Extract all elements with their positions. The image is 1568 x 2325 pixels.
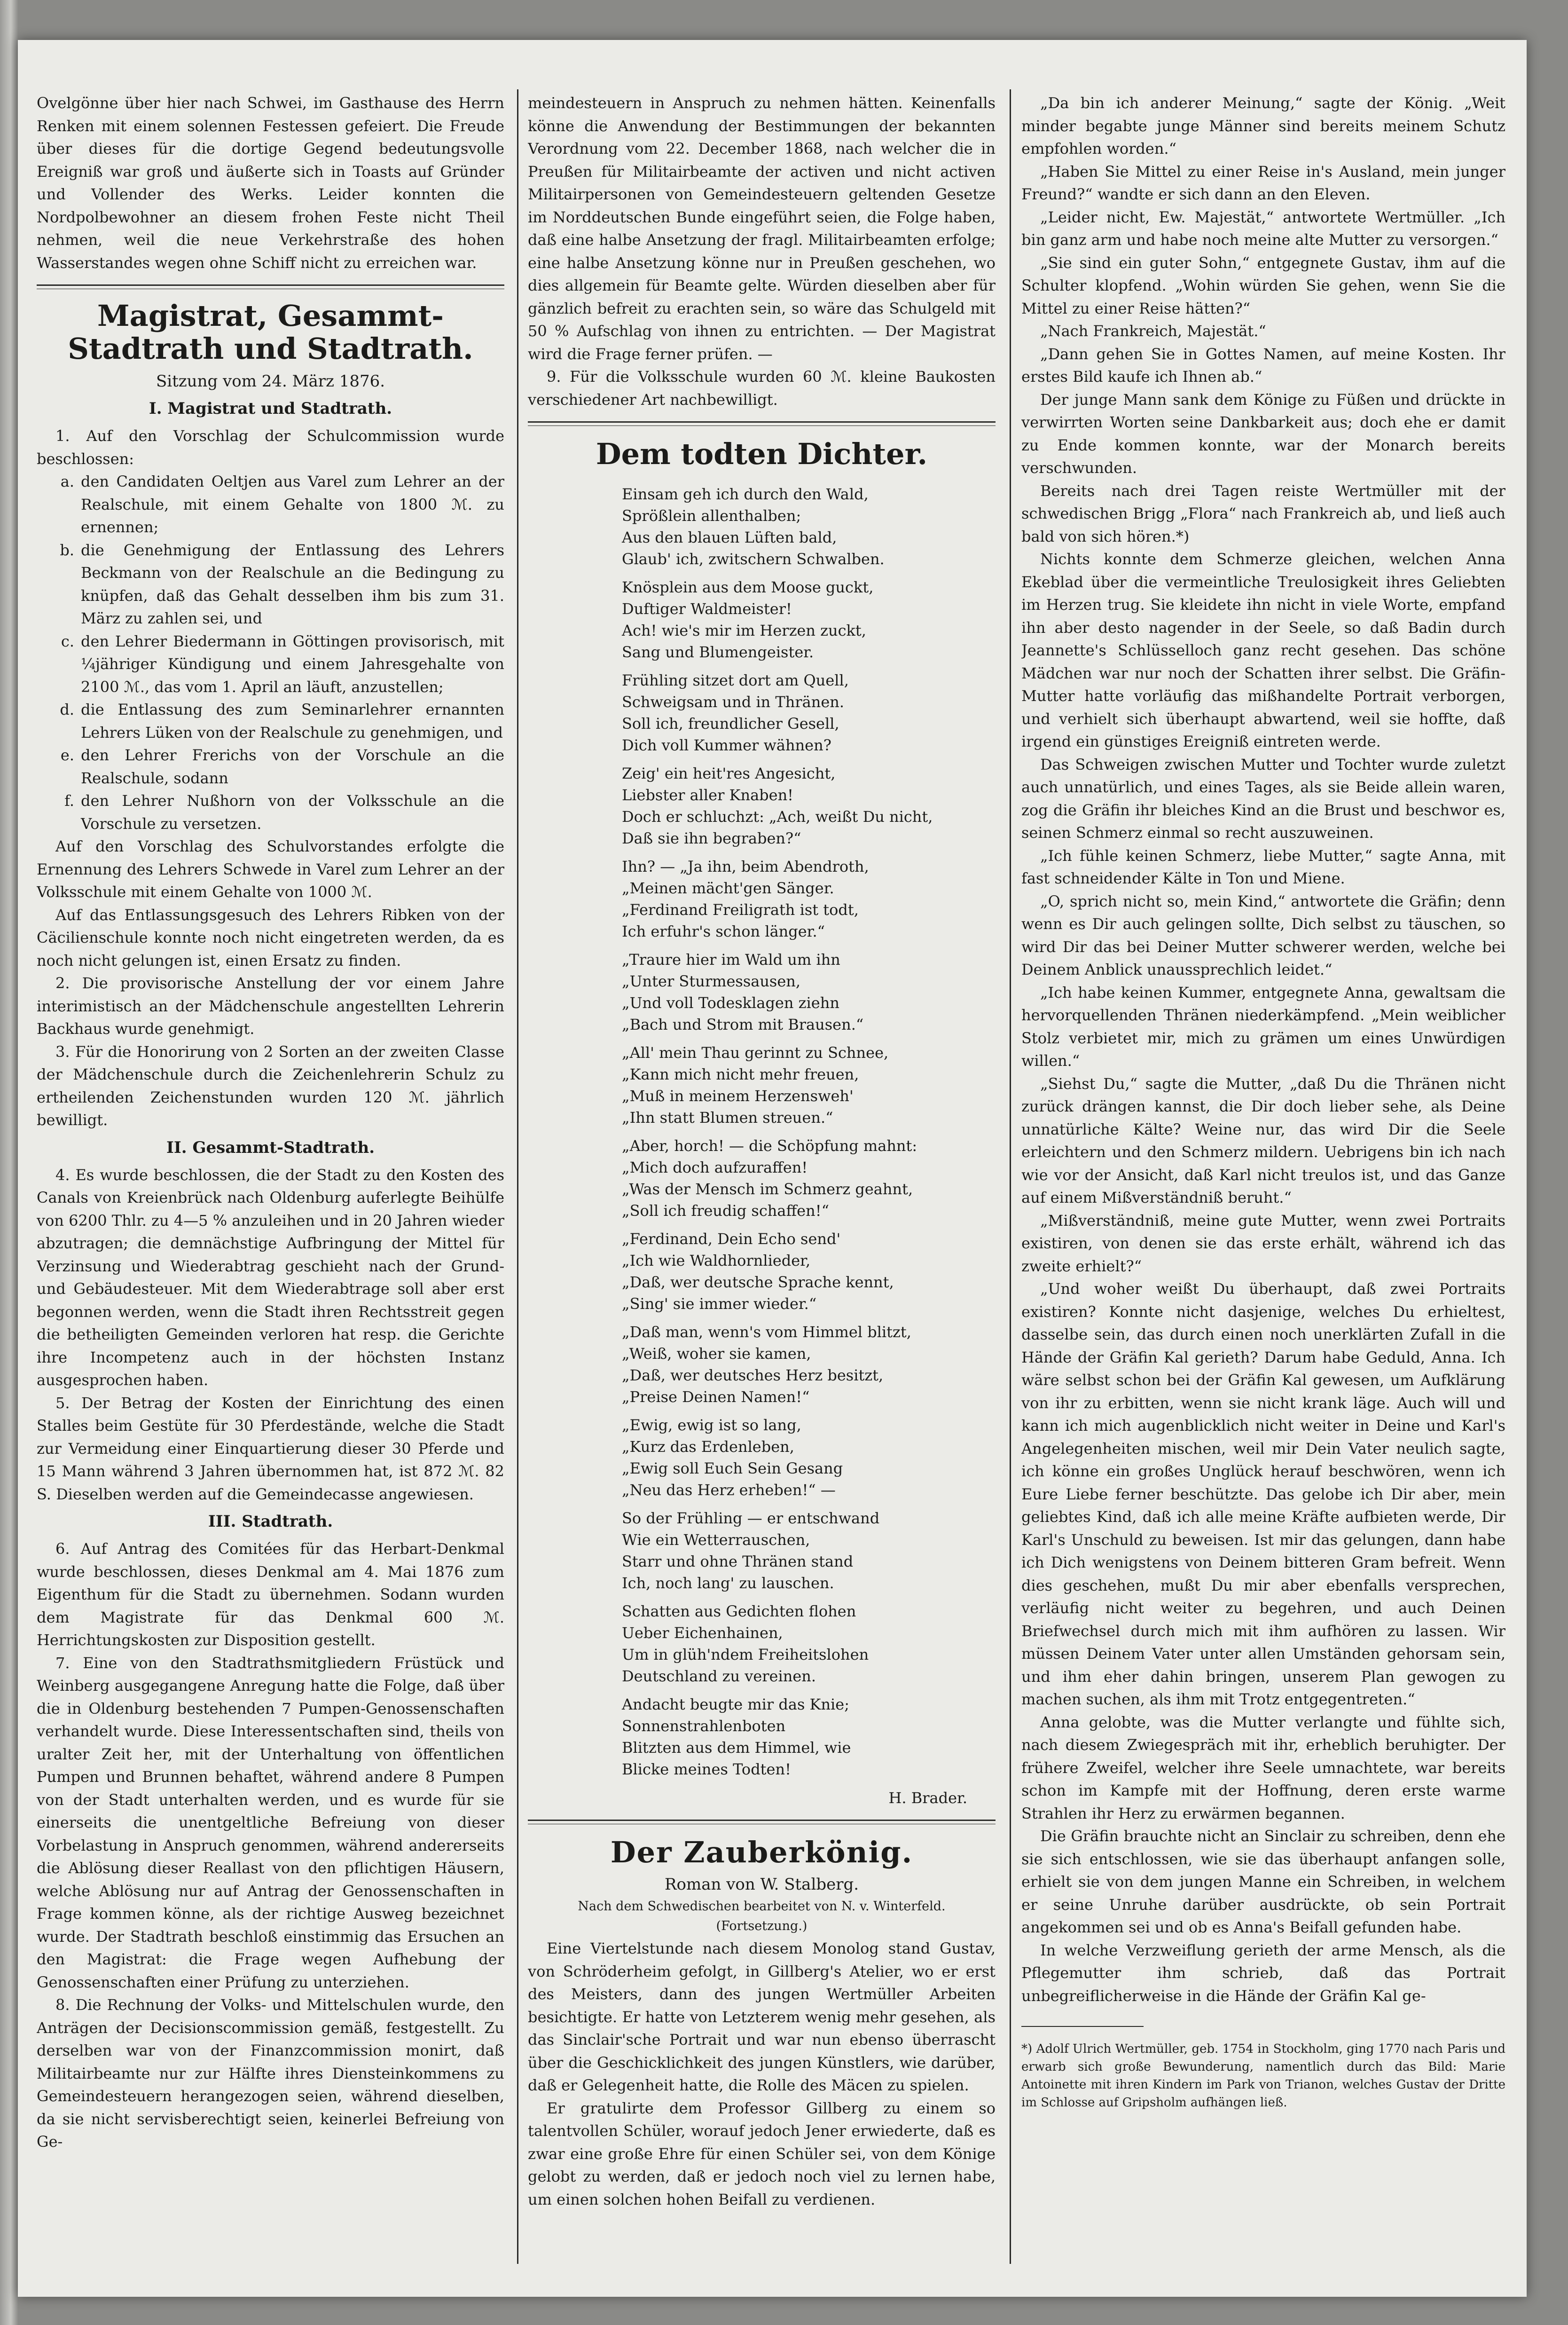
poem-line: Soll ich, freundlicher Gesell, bbox=[622, 715, 839, 733]
column-rule bbox=[517, 89, 518, 2264]
poem-line: Ihn? — „Ja ihn, beim Abendroth, bbox=[622, 858, 869, 875]
list-text: den Lehrer Nußhorn von der Volksschule an die Vorschule zu versetzen. bbox=[81, 792, 504, 833]
paragraph: Bereits nach drei Tagen reiste Wertmüller mit der schwedischen Brigg „Flora“ nach Frankreich ab, und ließ auch bald von sich hören.*) bbox=[1021, 481, 1505, 545]
sitting-date: Sitzung vom 24. März 1876. bbox=[156, 372, 385, 391]
poem-line: „Muß in meinem Herzensweh' bbox=[622, 1087, 854, 1105]
paragraph: „Dann gehen Sie in Gottes Namen, auf meine Kosten. Ihr erstes Bild kaufe ich Ihnen ab.“ bbox=[1021, 345, 1505, 386]
list-marker: a. bbox=[60, 473, 74, 490]
list-marker: b. bbox=[60, 541, 74, 559]
column-right bbox=[1021, 92, 1505, 2269]
resolution-list bbox=[37, 470, 504, 835]
section-divider bbox=[528, 421, 996, 426]
section-divider bbox=[528, 1820, 996, 1824]
poem-line: „Ferdinand Freiligrath ist todt, bbox=[622, 901, 859, 919]
poem-body bbox=[528, 483, 996, 1780]
paragraph: 1. Auf den Vorschlag der Schulcommission wurde beschlossen: bbox=[37, 427, 504, 468]
novel-title: Der Zauberkönig. bbox=[610, 1835, 913, 1869]
poem-line: Blitzten aus dem Himmel, wie bbox=[622, 1739, 851, 1757]
poem-line: „Mich doch aufzuraffen! bbox=[622, 1159, 808, 1176]
poem-title: Dem todten Dichter. bbox=[596, 437, 928, 471]
paragraph: „Ich habe keinen Kummer, entgegnete Anna, gewaltsam die hervorquellenden Thränen niederkämpfend. „Mein weiblicher Stolz verbietet mir, mich zu grämen um eines Unwürdigen willen.“ bbox=[1021, 983, 1505, 1070]
paragraph: 8. Die Rechnung der Volks- und Mittelschulen wurde, den Anträgen der Decisionscommission gemäß, festgestellt. Zu derselben war von der Finanzcommission monirt, daß Militairbeamte nur zur Hälfte ihres Diensteinkommens zu Gemeindesteuern herangezogen seien, während dieselben, da sie nicht servisberechtigt seien, keinerlei Befreiung von Ge- bbox=[37, 1996, 504, 2151]
poem-line: „Aber, horch! — die Schöpfung mahnt: bbox=[622, 1137, 917, 1155]
poem-line: Schatten aus Gedichten flohen bbox=[622, 1602, 856, 1620]
poem-line: „Ewig, ewig ist so lang, bbox=[622, 1416, 801, 1434]
poem-stanza bbox=[622, 1600, 996, 1687]
newspaper-page bbox=[18, 40, 1527, 2297]
poem-line: „Neu das Herz erheben!“ — bbox=[622, 1481, 836, 1499]
poem-line: Blicke meines Todten! bbox=[622, 1760, 791, 1778]
poem-stanza bbox=[622, 1414, 996, 1501]
list-item bbox=[37, 470, 504, 539]
poem-line: So der Frühling — er entschwand bbox=[622, 1509, 880, 1527]
section-heading: Magistrat, Gesammt-Stadtrath und Stadtrath. bbox=[68, 299, 473, 366]
poem-line: „Kann mich nicht mehr freuen, bbox=[622, 1065, 859, 1083]
novel-continuation: (Fortsetzung.) bbox=[716, 1919, 808, 1933]
paragraph: Auf den Vorschlag des Schulvorstandes erfolgte die Ernennung des Lehrers Schwede in Varel zum Lehrer an der Volksschule mit einem Gehalte von 1000 ℳ. bbox=[37, 837, 504, 901]
poem-line: Ueber Eichenhainen, bbox=[622, 1624, 783, 1642]
poem-line: „Sing' sie immer wieder.“ bbox=[622, 1295, 817, 1313]
poem-line: Deutschland zu vereinen. bbox=[622, 1667, 816, 1685]
poem-line: „Kurz das Erdenleben, bbox=[622, 1438, 794, 1456]
list-item bbox=[37, 539, 504, 630]
poem-line: Wie ein Wetterrauschen, bbox=[622, 1531, 810, 1549]
poem-line: Ich erfuhr's schon länger.“ bbox=[622, 922, 825, 940]
poem-line: „Unter Sturmessausen, bbox=[622, 972, 801, 990]
poem-line: „Daß, wer deutsche Sprache kennt, bbox=[622, 1273, 894, 1291]
paragraph: 7. Eine von den Stadtrathsmitgliedern Früstück und Weinberg ausgegangene Anregung hatte die Folge, daß über die in Oldenburg bestehenden 7 Pumpen-Genossenschaften verhandelt wurde. Diese Interessentschaften sind, theils von uralter Zeit her, mit der Unterhaltung von öffentlichen Pumpen und Brunnen behaftet, während andere 8 Pumpen von der Stadt unterhalten werden, und es wurde für sie einerseits die unentgeltliche Befreiung von dieser Vorbelastung in Anspruch genommen, während andererseits die Ablösung dieser Reallast von den pflichtigen Häusern, welche Ablösung nur auf Antrag der Genossenschaften in Frage kommen könne, als der richtige Ausweg bezeichnet wurde. Der Stadtrath beschloß einstimmig das Ersuchen an den Magistrat: die Frage wegen Aufhebung der Genossenschaften einer Prüfung zu unterziehen. bbox=[37, 1654, 504, 1991]
list-text: den Lehrer Frerichs von der Vorschule an die Realschule, sodann bbox=[81, 746, 504, 787]
poem-line: Sang und Blumengeister. bbox=[622, 643, 814, 661]
paragraph: „Leider nicht, Ew. Majestät,“ antwortete Wertmüller. „Ich bin ganz arm und habe noch meine alte Mutter zu versorgen.“ bbox=[1021, 208, 1505, 249]
list-text: die Genehmigung der Entlassung des Lehrers Beckmann von der Realschule an die Bedingung zu knüpfen, daß das Gehalt desselben ihm bis zum 31. März zu zahlen sei, und bbox=[81, 541, 504, 627]
section-divider bbox=[37, 284, 504, 289]
poem-line: Glaub' ich, zwitschern Schwalben. bbox=[622, 550, 885, 568]
list-item bbox=[37, 789, 504, 835]
poem-stanza bbox=[622, 763, 996, 849]
poem-line: „Und voll Todesklagen ziehn bbox=[622, 994, 839, 1012]
paragraph: „Haben Sie Mittel zu einer Reise in's Ausland, mein junger Freund?“ wandte er sich dann an den Eleven. bbox=[1021, 162, 1505, 203]
paragraph: „Sie sind ein guter Sohn,“ entgegnete Gustav, ihm auf die Schulter klopfend. „Wohin würden Sie gehen, wenn Sie die Mittel zu einer Reise hätten?“ bbox=[1021, 253, 1505, 317]
paragraph: Die Gräfin brauchte nicht an Sinclair zu schreiben, denn ehe sie sich entschlossen, wie sie das überhaupt anfangen solle, erhielt sie von dem jungen Manne ein Schreiben, in welchem er seine Unruhe darüber ausdrückte, ob sein Portrait angekommen sei und ob es Anna's Beifall gefunden habe. bbox=[1021, 1827, 1505, 1936]
poem-line: „Daß man, wenn's vom Himmel blitzt, bbox=[622, 1323, 911, 1341]
footnote-rule bbox=[1021, 2026, 1144, 2027]
column-left bbox=[37, 92, 504, 2269]
page-edge-shadow bbox=[0, 0, 18, 2325]
poem-line: „Ihn statt Blumen streuen.“ bbox=[622, 1109, 833, 1127]
subsection-heading: III. Stadtrath. bbox=[208, 1512, 333, 1531]
list-item bbox=[37, 630, 504, 699]
poem-line: Knösplein aus dem Moose guckt, bbox=[622, 578, 874, 596]
paragraph: 2. Die provisorische Anstellung der vor einem Jahre interimistisch an der Mädchenschule angestellten Lehrerin Backhaus wurde genehmigt. bbox=[37, 974, 504, 1038]
paragraph: „Siehst Du,“ sagte die Mutter, „daß Du die Thränen nicht zurück drängen kannst, die Dir doch lieber sehe, als Deine unnatürliche Kälte? Weine nur, das wird Dir die Seele erleichtern und den Schmerz mildern. Uebrigens bin ich nach wie vor der Ansicht, daß Karl nicht treulos ist, und das Ganze auf einem Mißverständniß beruht.“ bbox=[1021, 1074, 1505, 1206]
subsection-heading: I. Magistrat und Stadtrath. bbox=[149, 399, 392, 418]
paragraph: Eine Viertelstunde nach diesem Monolog stand Gustav, von Schröderheim gefolgt, in Gillberg's Atelier, wo er erst des Meisters, dann des jungen Wertmüller Arbeiten besichtigte. Er hatte von Letzterem wenig mehr gesehen, als das Sinclair'sche Portrait und war nun ebenso überrascht über die Geschicklichkeit des jungen Künstlers, wie darüber, daß er Gelegenheit hatte, die Rolle des Mäcen zu spielen. bbox=[528, 1939, 996, 2094]
list-text: den Lehrer Biedermann in Göttingen provisorisch, mit ¼jähriger Kündigung und einem Jahresgehalte von 2100 ℳ., das vom 1. April an läuft, anzustellen; bbox=[81, 632, 504, 696]
poem-stanza bbox=[622, 670, 996, 756]
poem-stanza bbox=[622, 1042, 996, 1128]
paragraph: „Da bin ich anderer Meinung,“ sagte der König. „Weit minder begabte junge Männer sind bereits meinem Schutz empfohlen worden.“ bbox=[1021, 94, 1505, 158]
paragraph: 4. Es wurde beschlossen, die der Stadt zu den Kosten des Canals von Kreienbrück nach Oldenburg auferlegte Beihülfe von 6200 Thlr. zu 4—5 % anzuleihen und in 20 Jahren wieder abzutragen; die demnächstige Aufbringung der Mittel für Verzinsung und Wiederabtrag geschieht nach der Grund- und Gebäudesteuer. Mit dem Wiederabtrage soll aber erst begonnen werden, wenn die Stadt ihren Rechtsstreit gegen die betheiligten Gemeinden verloren hat resp. die Gerichte ihre Incompetenz auch in der höchsten Instanz ausgesprochen haben. bbox=[37, 1166, 504, 1389]
paragraph: „Nach Frankreich, Majestät.“ bbox=[1040, 322, 1266, 340]
poem-line: Sprößlein allenthalben; bbox=[622, 507, 801, 525]
poem-line: Zeig' ein heit'res Angesicht, bbox=[622, 764, 836, 782]
poem-stanza bbox=[622, 1694, 996, 1780]
poem-line: „Ferdinand, Dein Echo send' bbox=[622, 1230, 841, 1248]
poem-line: „Traure hier im Wald um ihn bbox=[622, 951, 840, 969]
poem-line: Liebster aller Knaben! bbox=[622, 786, 794, 804]
paragraph: Auf das Entlassungsgesuch des Lehrers Ribken von der Cäcilienschule konnte noch nicht eingetreten werden, da es noch nicht gelungen ist, einen Ersatz zu finden. bbox=[37, 906, 504, 969]
poem-line: Aus den blauen Lüften bald, bbox=[622, 528, 837, 546]
paragraph: Nichts konnte dem Schmerze gleichen, welchen Anna Ekeblad über die vermeintliche Treulosigkeit ihres Geliebten im Herzen trug. Sie kleidete ihn nicht in viele Worte, empfand ihn aber desto nagender in der Seele, so daß Badin durch Jeannette's Schlüsselloch ganz recht gesehen. Das schöne Mädchen war nur noch der Schatten ihrer selbst. Die Gräfin-Mutter hatte vorläufig das mißhandelte Portrait verborgen, und verhielt sich überhaupt abwartend, weil sie hoffte, daß irgend ein günstiges Ereigniß eintreten werde. bbox=[1021, 550, 1505, 750]
paragraph: Anna gelobte, was die Mutter verlangte und fühlte sich, nach diesem Zwiegespräch mit ihr, erheblich beruhigter. Der frühere Zweifel, welcher ihre Seele umnachtete, war bereits schon im Kampfe mit der Hoffnung, deren erste warme Strahlen ihr Herz zu erwärmen begannen. bbox=[1021, 1713, 1505, 1822]
paragraph: „Ich fühle keinen Schmerz, liebe Mutter,“ sagte Anna, mit fast schneidender Kälte in Ton und Miene. bbox=[1021, 846, 1505, 887]
list-item bbox=[37, 698, 504, 744]
list-marker: c. bbox=[61, 632, 74, 650]
list-marker: e. bbox=[60, 746, 74, 764]
poem-line: „Meinen mächt'gen Sänger. bbox=[622, 879, 834, 897]
subsection-heading: II. Gesammt-Stadtrath. bbox=[166, 1138, 375, 1157]
column-middle bbox=[528, 92, 996, 2269]
paragraph: Der junge Mann sank dem Könige zu Füßen und drückte in verwirrten Worten seine Dankbarkeit aus; doch ehe er damit zu Ende kommen konnte, war der Monarch bereits verschwunden. bbox=[1021, 390, 1505, 477]
paragraph: „Mißverständniß, meine gute Mutter, wenn zwei Portraits existiren, von denen sie das erste erhält, während ich das zweite erhielt?“ bbox=[1021, 1211, 1505, 1275]
poem-stanza bbox=[622, 1135, 996, 1222]
poem-line: Daß sie ihn begraben?“ bbox=[622, 829, 801, 847]
list-text: die Entlassung des zum Seminarlehrer ernannten Lehrers Lüken von der Realschule zu genehmigen, und bbox=[81, 701, 504, 741]
intro-paragraph: Ovelgönne über hier nach Schwei, im Gasthause des Herrn Renken mit einem solennen Festessen gefeiert. Die Freude über dieses für die dortige Gegend bedeutungsvolle Ereigniß war groß und äußerte sich in Toasts auf Gründer und Vollender des Werks. Leider konnten die Nordpolbewohner an diesem frohen Feste nicht Theil nehmen, weil die neue Verkehrstraße des hohen Wasserstandes wegen ohne Schiff nicht zu erreichen war. bbox=[37, 94, 504, 272]
paragraph: „Und woher weißt Du überhaupt, daß zwei Portraits existiren? Konnte nicht dasjenige, welches Du erhieltest, dasselbe sein, das durch einen noch unerklärten Zufall in die Hände der Gräfin Kal gerieth? Darum habe Geduld, Anna. Ich wäre selbst schon bei der Gräfin Kal gewesen, um Aufklärung von ihr zu erbitten, wenn sie nicht krank läge. Auch will und kann ich mich augenblicklich nicht weiter in Deine und Karl's Angelegenheiten mischen, weil mir Dein Vater neulich sagte, ich könne ein großes Unglück herauf beschwören, wenn ich Eure Liebe ferner beschützte. Das gelobe ich Dir aber, mein geliebtes Kind, daß ich alle meine Kräfte aufbieten werde, Dir Karl's Unschuld zu beweisen. Ist mir das gelungen, dann habe ich Dich wenigstens von Deinem bitteren Gram befreit. Wenn dies geschehen, mußt Du mir aber ebenfalls versprechen, verläufig nicht weiter zu begehren, und auch Deinen Briefwechsel durch mich mit ihm aufhören zu lassen. Wir müssen Deinem Vater unter allen Umständen gehorsam sein, und ihm eher dahin bringen, unserem Plan gewogen zu machen suchen, als ihm mit Trotz entgegentreten.“ bbox=[1021, 1280, 1505, 1708]
paragraph: „O, sprich nicht so, mein Kind,“ antwortete die Gräfin; denn wenn es Dir auch gelingen sollte, Dich selbst zu täuschen, so wird Dir das bei Deiner Mutter schwerer werden, welche bei Deinem Anblick unaussprechlich leidet.“ bbox=[1021, 892, 1505, 978]
poem-stanza bbox=[622, 1321, 996, 1408]
poem-line: „All' mein Thau gerinnt zu Schnee, bbox=[622, 1044, 889, 1062]
column-rule bbox=[1010, 89, 1011, 2264]
poem-line: Doch er schluchzt: „Ach, weißt Du nicht, bbox=[622, 808, 933, 826]
poem-line: „Weiß, woher sie kamen, bbox=[622, 1345, 811, 1363]
poem-stanza bbox=[622, 483, 996, 570]
poem-line: „Soll ich freudig schaffen!“ bbox=[622, 1202, 829, 1220]
poem-stanza bbox=[622, 856, 996, 942]
poem-stanza bbox=[622, 949, 996, 1035]
poem-line: „Ewig soll Euch Sein Gesang bbox=[622, 1459, 843, 1477]
poem-line: Dich voll Kummer wähnen? bbox=[622, 736, 831, 754]
novel-source: Nach dem Schwedischen bearbeitet von N. v. Winterfeld. bbox=[578, 1899, 946, 1914]
paragraph: In welche Verzweiflung gerieth der arme Mensch, als die Pflegemutter ihm schrieb, daß das Portrait unbegreiflicherweise in die Hände der Gräfin Kal ge- bbox=[1021, 1941, 1505, 2005]
paragraph: 5. Der Betrag der Kosten der Einrichtung des einen Stalles beim Gestüte für 30 Pferdestände, welche die Stadt zur Vermeidung einer Einquartierung dieser 30 Pferde und 15 Mann während 3 Jahren übernommen hat, ist 872 ℳ. 82 S. Dieselben werden auf die Gemeindecasse angewiesen. bbox=[37, 1394, 504, 1503]
paragraph: 6. Auf Antrag des Comitées für das Herbart-Denkmal wurde beschlossen, dieses Denkmal am 4. Mai 1876 zum Eigenthum für die Stadt zu übernehmen. Sodann wurden dem Magistrate für das Denkmal 600 ℳ. Herrichtungskosten zur Disposition gestellt. bbox=[37, 1540, 504, 1649]
poem-line: Um in glüh'ndem Freiheitslohen bbox=[622, 1646, 869, 1663]
poem-line: „Was der Mensch im Schmerz geahnt, bbox=[622, 1180, 913, 1198]
poem-line: „Bach und Strom mit Brausen.“ bbox=[622, 1016, 864, 1033]
poem-stanza bbox=[622, 576, 996, 663]
poem-line: Schweigsam und in Thränen. bbox=[622, 693, 845, 711]
paragraph: Das Schweigen zwischen Mutter und Tochter wurde zuletzt auch unnatürlich, und eines Tages, als sie Beide allein waren, zog die Gräfin ihr bleiches Kind an die Brust und beschwor es, seinen Schmerz einmal so recht auszuweinen. bbox=[1021, 755, 1505, 842]
paragraph: Er gratulirte dem Professor Gillberg zu einem so talentvollen Schüler, worauf jedoch Jener erwiederte, daß es zwar eine große Ehre für einen Schüler sei, von dem Könige gelobt zu werden, daß er jedoch noch viel zu lernen habe, um einen solchen hohen Beifall zu verdienen. bbox=[528, 2099, 996, 2208]
paragraph: 3. Für die Honorirung von 2 Sorten an der zweiten Classe der Mädchenschule durch die Zeichenlehrerin Schulz zu ertheilenden Zeichenstunden wurden 120 ℳ. jährlich bewilligt. bbox=[37, 1042, 504, 1129]
poem-line: Starr und ohne Thränen stand bbox=[622, 1553, 854, 1570]
list-marker: f. bbox=[64, 792, 74, 810]
poem-line: „Ich wie Waldhornlieder, bbox=[622, 1252, 811, 1269]
paragraph: 9. Für die Volksschule wurden 60 ℳ. kleine Baukosten verschiedener Art nachbewilligt. bbox=[528, 368, 996, 409]
poem-line: „Preise Deinen Namen!“ bbox=[622, 1388, 810, 1406]
poem-author: H. Brader. bbox=[888, 1789, 967, 1807]
list-item bbox=[37, 744, 504, 789]
poem-line: Andacht beugte mir das Knie; bbox=[622, 1695, 849, 1713]
poem-stanza bbox=[622, 1228, 996, 1315]
poem-line: „Daß, wer deutsches Herz besitzt, bbox=[622, 1366, 884, 1384]
list-marker: d. bbox=[60, 701, 74, 718]
novel-text bbox=[1021, 92, 1505, 2007]
poem-line: Einsam geh ich durch den Wald, bbox=[622, 485, 869, 503]
footnote: *) Adolf Ulrich Wertmüller, geb. 1754 in Stockholm, ging 1770 nach Paris und erwarb sich große Bewunderung, namentlich durch das Bild: Marie Antoinette mit ihren Kindern im Park von Trianon, welches Gustav der Dritte im Schlosse auf Gripsholm aufhängen ließ. bbox=[1021, 2042, 1505, 2110]
poem-stanza bbox=[622, 1507, 996, 1594]
poem-line: Ich, noch lang' zu lauschen. bbox=[622, 1574, 834, 1592]
novel-author: Roman von W. Stalberg. bbox=[664, 1875, 859, 1894]
poem-line: Ach! wie's mir im Herzen zuckt, bbox=[622, 622, 866, 639]
paragraph: meindesteuern in Anspruch zu nehmen hätten. Keinenfalls könne die Anwendung der Bestimmungen der bekannten Verordnung vom 22. December 1868, nach welcher die in Preußen für Militairbeamte der activen und nicht activen Militairpersonen von Gemeindesteuern geltenden Gesetze im Norddeutschen Bunde eingeführt seien, die Folge haben, daß eine halbe Ansetzung der fragl. Militairbeamten erfolge; eine halbe Ansetzung könne nur in Preußen geschehen, wo dies allgemein für Beamte gelte. Würden dieselben aber für gänzlich befreit zu erachten sein, so wäre das Schulgeld mit 50 % Aufschlag von ihnen zu entrichten. — Der Magistrat wird die Frage ferner prüfen. — bbox=[528, 94, 996, 363]
poem-line: Duftiger Waldmeister! bbox=[622, 600, 792, 618]
poem-line: Frühling sitzet dort am Quell, bbox=[622, 671, 849, 689]
poem-line: Sonnenstrahlenboten bbox=[622, 1717, 786, 1735]
list-text: den Candidaten Oeltjen aus Varel zum Lehrer an der Realschule, mit einem Gehalte von 1800 ℳ. zu ernennen; bbox=[81, 473, 504, 536]
